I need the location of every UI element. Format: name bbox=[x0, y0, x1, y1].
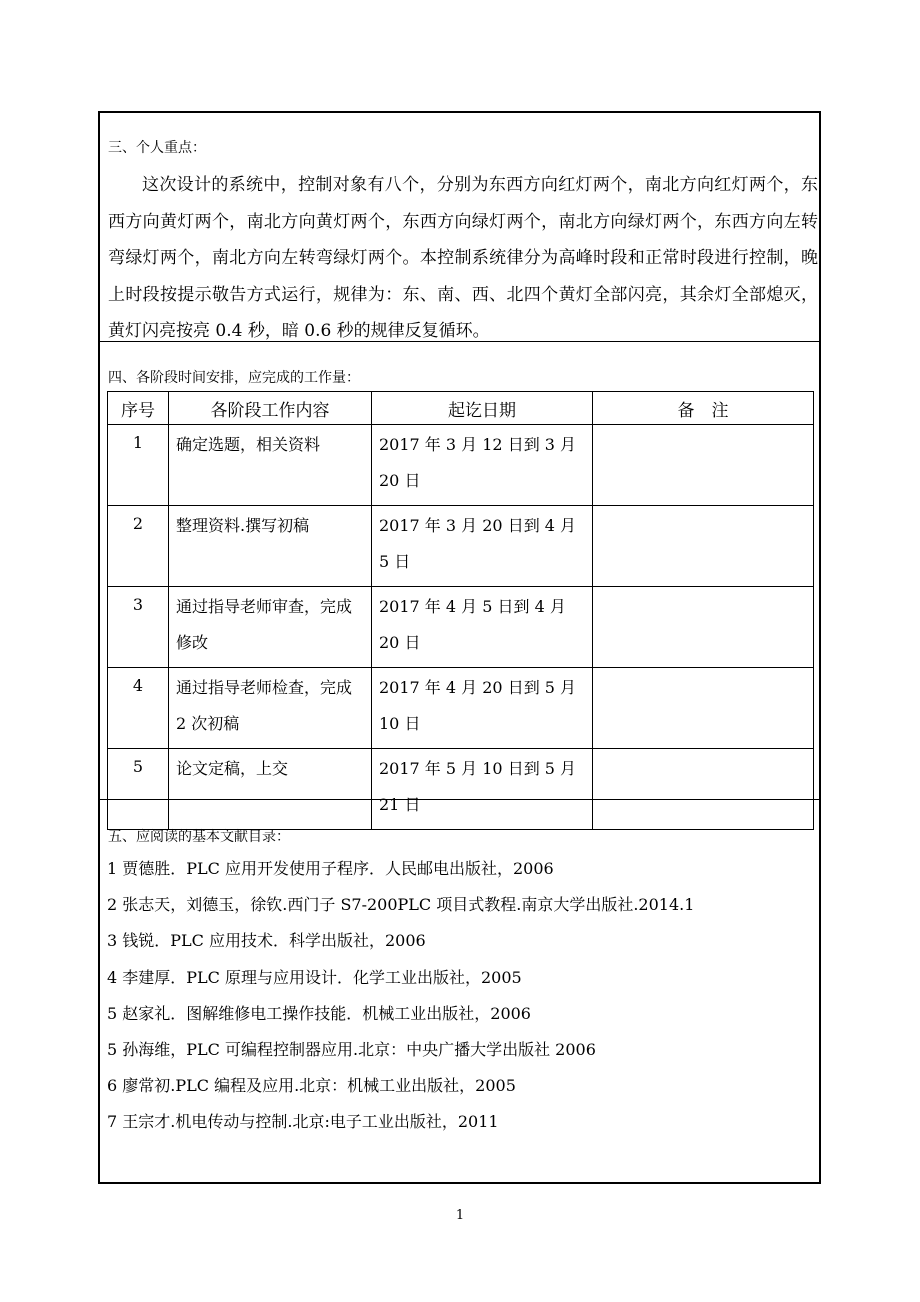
section5-heading: 五、应阅读的基本文献目录： bbox=[108, 829, 290, 845]
row-date-text: 2017 年 3 月 12 日到 3 月 20 日 bbox=[379, 435, 577, 490]
row-note bbox=[593, 425, 814, 506]
row-date-text: 2017 年 3 月 20 日到 4 月 5 日 bbox=[379, 516, 577, 571]
row-content-text: 通过指导老师审查，完成修改 bbox=[176, 597, 353, 652]
table-row bbox=[108, 668, 814, 749]
section4-heading: 四、各阶段时间安排，应完成的工作量： bbox=[108, 370, 360, 386]
table-row bbox=[108, 425, 814, 506]
row-content-text: 确定选题，相关资料 bbox=[176, 435, 321, 454]
row-date-text: 2017 年 4 月 5 日到 4 月 20 日 bbox=[379, 597, 566, 652]
row-content-text: 整理资料.撰写初稿 bbox=[176, 516, 310, 535]
row-number: 5 bbox=[108, 749, 169, 830]
reference-item: 5 孙海维，PLC 可编程控制器应用.北京：中央广播大学出版社 2006 bbox=[107, 1040, 596, 1060]
row-number: 1 bbox=[108, 425, 169, 506]
row-content bbox=[169, 425, 372, 506]
row-date bbox=[372, 587, 593, 668]
reference-item: 1 贾德胜．PLC 应用开发使用子程序．人民邮电出版社，2006 bbox=[107, 859, 554, 878]
row-date-text: 2017 年 5 月 10 日到 5 月 21 日 bbox=[379, 759, 577, 814]
row-date-text: 2017 年 4 月 20 日到 5 月 10 日 bbox=[379, 678, 577, 733]
section-personal-focus bbox=[100, 113, 819, 341]
row-date bbox=[372, 425, 593, 506]
reference-list bbox=[107, 851, 812, 1141]
column-header-note: 备 注 bbox=[593, 392, 814, 425]
table-row bbox=[108, 749, 814, 830]
schedule-table bbox=[107, 391, 814, 830]
table-row bbox=[108, 587, 814, 668]
reference-item: 3 钱锐．PLC 应用技术．科学出版社，2006 bbox=[107, 931, 426, 951]
row-date bbox=[372, 749, 593, 830]
row-number: 2 bbox=[108, 506, 169, 587]
section3-body: 这次设计的系统中，控制对象有八个，分别为东西方向红灯两个，南北方向红灯两个，东西方向黄灯两个，南北方向黄灯两个，东西方向绿灯两个，南北方向绿灯两个，东西方向左转弯绿灯两个，南北方向左转弯绿灯两个。本控制系统律分为高峰时段和正常时段进行控制，晚上时段按提示敬告方式运行，规律为：东、南、西、北四个黄灯全部闪亮，其余灯全部熄灭，黄灯闪亮按亮 0.4 秒，暗 0.6 秒的规律反复循环。 bbox=[108, 175, 818, 341]
row-content bbox=[169, 668, 372, 749]
row-date bbox=[372, 668, 593, 749]
section-divider bbox=[100, 799, 819, 800]
column-header-number: 序号 bbox=[108, 392, 169, 425]
reference-item: 2 张志天，刘德玉，徐钦.西门子 S7-200PLC 项目式教程.南京大学出版社.2014.1 bbox=[107, 895, 695, 915]
row-content bbox=[169, 749, 372, 830]
reference-item: 7 王宗才.机电传动与控制.北京:电子工业出版社，2011 bbox=[107, 1112, 499, 1132]
page-number: 1 bbox=[455, 1208, 465, 1223]
section3-heading: 三、个人重点： bbox=[108, 140, 206, 156]
row-note bbox=[593, 587, 814, 668]
column-header-content: 各阶段工作内容 bbox=[169, 392, 372, 425]
row-note bbox=[593, 506, 814, 587]
section-divider bbox=[100, 341, 819, 342]
table-row bbox=[108, 506, 814, 587]
column-header-date: 起讫日期 bbox=[372, 392, 593, 425]
reference-item: 5 赵家礼．图解维修电工操作技能．机械工业出版社，2006 bbox=[107, 1003, 531, 1023]
row-note bbox=[593, 668, 814, 749]
row-date bbox=[372, 506, 593, 587]
row-number: 4 bbox=[108, 668, 169, 749]
reference-item: 6 廖常初.PLC 编程及应用.北京：机械工业出版社，2005 bbox=[107, 1076, 516, 1096]
row-content-text: 通过指导老师检查，完成 2 次初稿 bbox=[176, 678, 353, 733]
table-header-row bbox=[108, 392, 814, 425]
row-number: 3 bbox=[108, 587, 169, 668]
row-note bbox=[593, 749, 814, 830]
row-content bbox=[169, 506, 372, 587]
row-content-text: 论文定稿，上交 bbox=[176, 759, 289, 778]
row-content bbox=[169, 587, 372, 668]
reference-item: 4 李建厚．PLC 原理与应用设计．化学工业出版社，2005 bbox=[107, 967, 522, 987]
